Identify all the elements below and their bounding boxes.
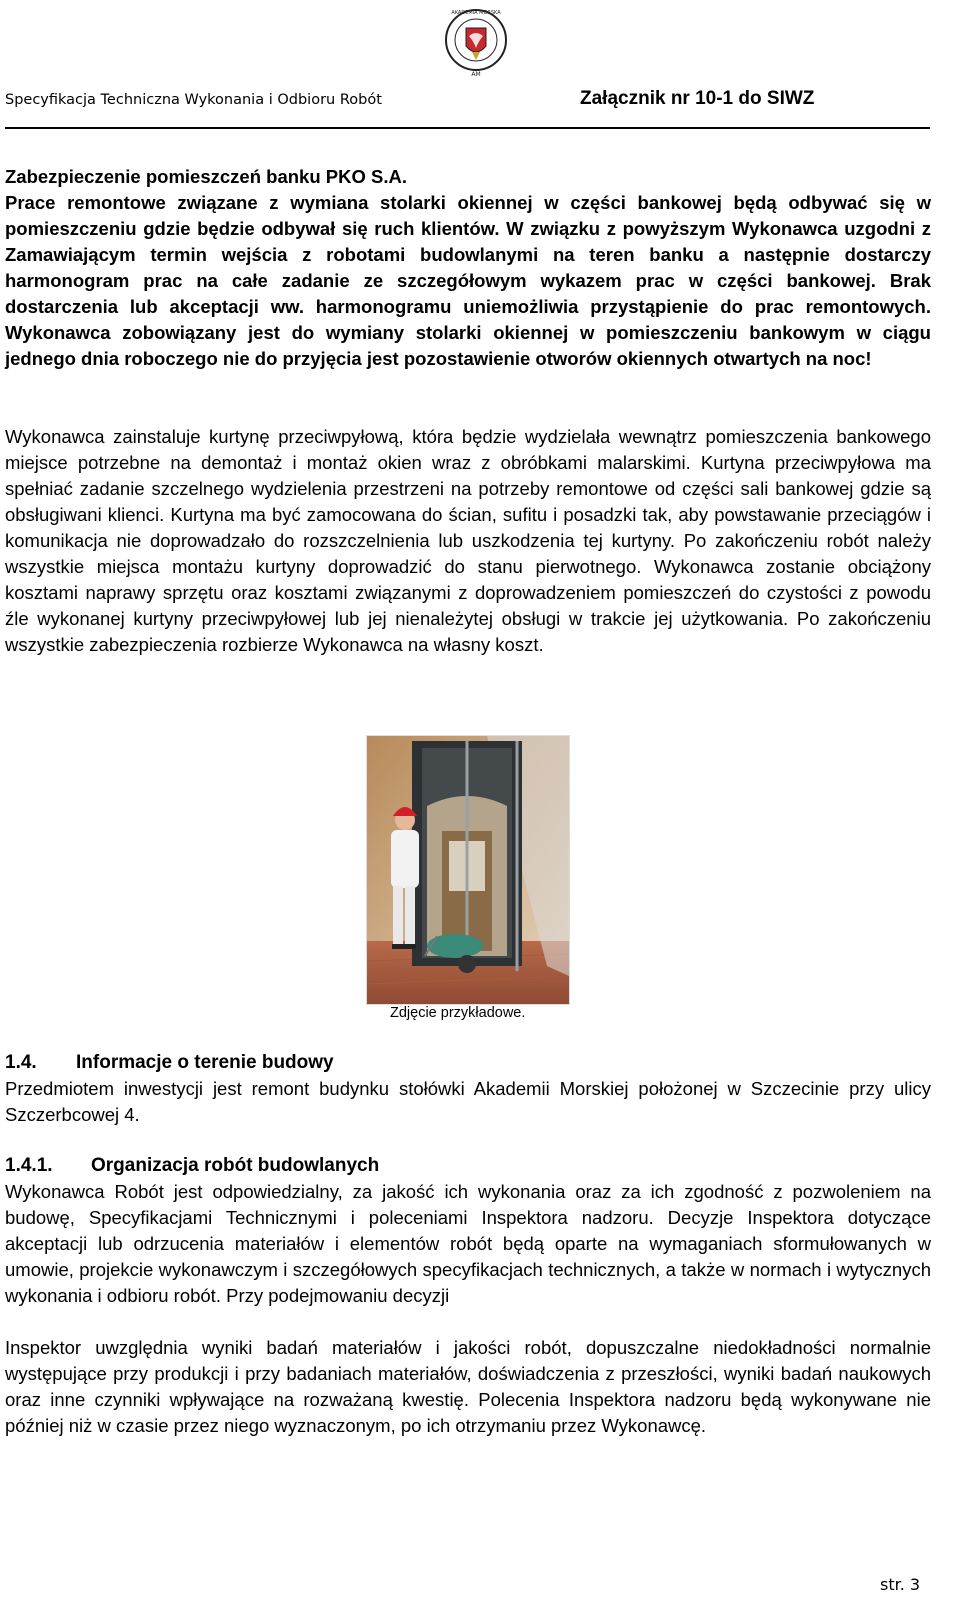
photo-caption: Zdjęcie przykładowe. [390, 1005, 526, 1021]
section-protection-bold-paragraph: Prace remontowe związane z wymiana stolarki okiennej w części bankowej będą odbywać się w pomieszczeniu gdzie będzie odbywał się ruch klientów. W związku z powyższym Wykonawca uzgodni z Zamawiającym termin wejścia z robotami budowlanymi na teren banku a następnie dostarczy harmonogram prac na całe zadanie ze szczegółowym wykazem prac w części bankowej. Brak dostarczenia lub akceptacji ww. harmonogramu uniemożliwia przystąpienie do prac remontowych. Wykonawca zobowiązany jest do wymiany stolarki okiennej w pomieszczeniu bankowym w ciągu jednego dnia roboczego nie do przyjęcia jest pozostawienie otworów okiennych otwartych na noc! [5, 192, 931, 369]
svg-text:AKADEMIA MORSKA: AKADEMIA MORSKA [451, 10, 501, 16]
section-1-4-title: Informacje o terenie budowy [76, 1052, 334, 1073]
section-protection-title: Zabezpieczenie pomieszczeń banku PKO S.A. [5, 166, 407, 187]
section-1-4-1-paragraph-2: Inspektor uwzględnia wyniki badań materiałów i jakości robót, dopuszczalne niedokładności normalnie występujące przy produkcji i przy badaniach materiałów, doświadczenia z przeszłości, wyniki badań naukowych oraz inne czynniki wpływające na rozważaną kwestię. Polecenia Inspektora nadzoru będą wykonywane nie później niż w czasie przez niego wyznaczonym, po ich otrzymaniu przez Wykonawcę. [5, 1337, 931, 1436]
header-attachment-label: Załącznik nr 10-1 do SIWZ [580, 88, 815, 109]
example-photo-dust-curtain [366, 735, 570, 1005]
section-1-4-1-number: 1.4.1. [5, 1155, 53, 1176]
maritime-academy-crest-icon [442, 2, 510, 80]
section-1-4-1-title: Organizacja robót budowlanych [91, 1155, 380, 1176]
section-1-4-heading [5, 1050, 931, 1076]
section-1-4-number: 1.4. [5, 1052, 37, 1073]
page-number: str. 3 [880, 1575, 921, 1594]
section-1-4-paragraph: Przedmiotem inwestycji jest remont budynku stołówki Akademii Morskiej położonej w Szczecinie przy ulicy Szczerbcowej 4. [5, 1078, 931, 1125]
svg-text:AM: AM [471, 71, 481, 78]
section-1-4-1-paragraph-1: Wykonawca Robót jest odpowiedzialny, za jakość ich wykonania oraz za ich zgodność z pozwoleniem na budowę, Specyfikacjami Technicznymi i poleceniami Inspektora nadzoru. Decyzje Inspektora dotyczące akceptacji lub odrzucenia materiałów i elementów robót będą oparte na wymaganiach sformułowanych w umowie, projekcie wykonawczym i szczegółowych specyfikacjach technicznych, a także w normach i wytycznych wykonania i odbioru robót. Przy podejmowaniu decyzji [5, 1181, 931, 1306]
header-divider [5, 127, 930, 129]
section-1-4-1-heading [5, 1153, 931, 1179]
header-document-title: Specyfikacja Techniczna Wykonania i Odbioru Robót [5, 92, 382, 108]
section-protection-paragraph: Wykonawca zainstaluje kurtynę przeciwpyłową, która będzie wydzielała wewnątrz pomieszczenia bankowego miejsce potrzebne na demontaż i montaż okien wraz z obróbkami malarskimi. Kurtyna przeciwpyłowa ma spełniać zadanie szczelnego wydzielenia przestrzeni na potrzeby remontowe od części sali bankowej gdzie są obsługiwani klienci. Kurtyna ma być zamocowana do ścian, sufitu i posadzki tak, aby powstawanie przeciągów i komunikacja nie doprowadzało do rozszczelnienia lub uszkodzenia tej kurtyny. Po zakończeniu robót należy wszystkie miejsca montażu kurtyny doprowadzić do stanu pierwotnego. Wykonawca zostanie obciążony kosztami naprawy sprzętu oraz kosztami związanymi z doprowadzeniem pomieszczeń do czystości z powodu źle wykonanej kurtyny przeciwpyłowej lub jej nienależytej obsługi w trakcie jej użytkowania. Po zakończeniu wszystkie zabezpieczenia rozbierze Wykonawca na własny koszt. [5, 426, 931, 655]
